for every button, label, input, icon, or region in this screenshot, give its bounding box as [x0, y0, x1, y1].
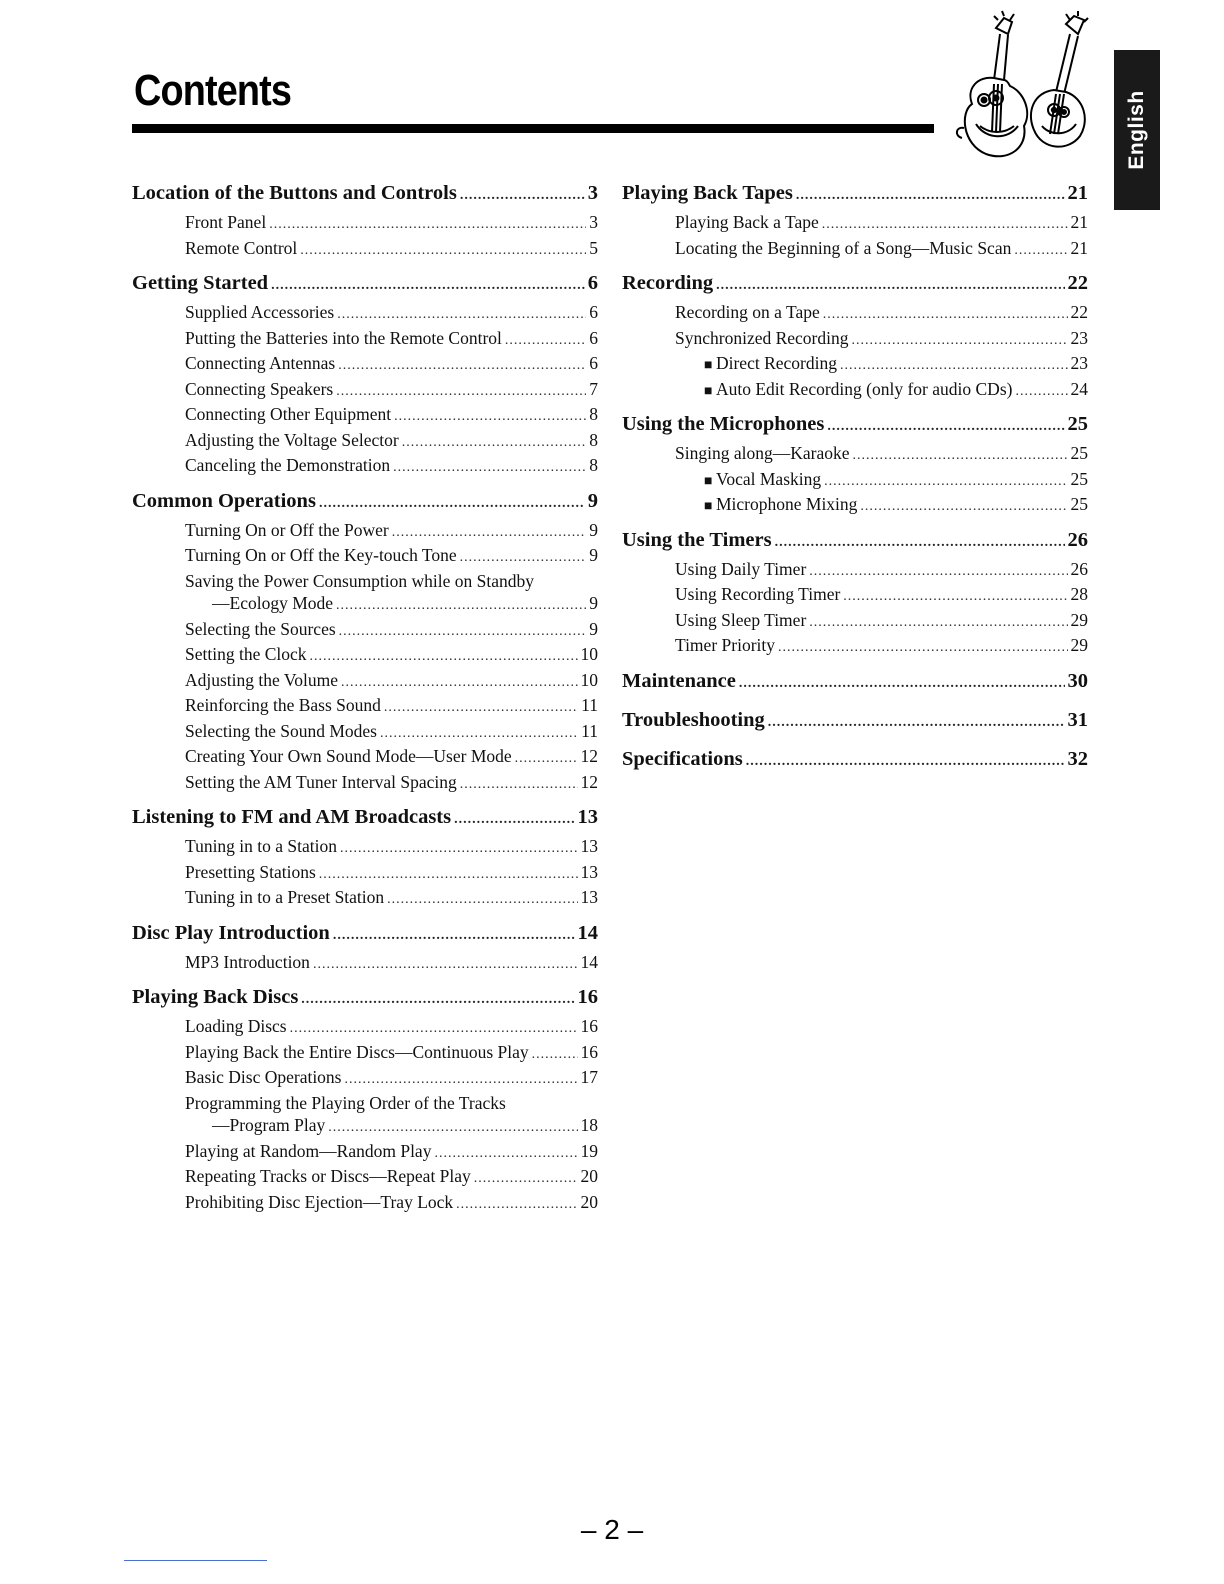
toc-section-title: Troubleshooting [622, 708, 765, 731]
toc-section-title: Using the Timers [622, 528, 772, 551]
toc-page-number: 8 [589, 429, 598, 450]
toc-section-title: Recording [622, 272, 714, 294]
dot-leader [336, 381, 586, 404]
toc-entry [622, 583, 1088, 609]
toc-entry [132, 694, 598, 720]
toc-page-number: 14 [580, 951, 598, 972]
dot-leader [454, 805, 574, 835]
toc-page-number: 29 [1070, 609, 1088, 630]
toc-entry [132, 1066, 598, 1092]
dot-leader [746, 747, 1065, 777]
toc-page-number: 17 [580, 1067, 598, 1087]
toc-entry-title: ■ Auto Edit Recording (only for audio CDs) [704, 378, 1012, 404]
toc-entry-title: ■ Microphone Mixing [704, 493, 857, 519]
toc-entry [132, 301, 598, 327]
toc-page-number: 9 [589, 618, 598, 639]
language-tab [1114, 50, 1160, 210]
dot-leader [809, 561, 1067, 584]
dot-leader [460, 547, 587, 570]
dot-leader [1015, 381, 1067, 404]
toc-page-number: 25 [1070, 494, 1088, 514]
toc-page-number: 13 [580, 861, 598, 882]
toc-entry-title: Creating Your Own Sound Mode—User Mode [185, 746, 512, 766]
toc-entry [132, 861, 598, 887]
page-number: – 2 – [580, 1514, 644, 1545]
toc-page-number: 22 [1067, 272, 1088, 294]
toc-section-title: Getting Started [132, 272, 269, 294]
toc-page-number: 12 [580, 746, 598, 766]
toc-section-entry [622, 705, 1088, 738]
dot-leader [456, 1194, 577, 1217]
toc-section-entry [132, 802, 598, 835]
dot-leader [778, 637, 1068, 660]
dot-leader [1014, 240, 1067, 263]
toc-entry [132, 570, 598, 593]
toc-entry [622, 211, 1088, 237]
toc-page-number: 6 [589, 327, 598, 348]
toc-page-number: 26 [1070, 558, 1088, 579]
toc-page-number: 13 [580, 887, 598, 907]
toc-entry-title: Tuning in to a Preset Station [185, 887, 385, 907]
toc-entry-title: Remote Control [185, 237, 298, 258]
toc-entry-title: Programming the Playing Order of the Tracks [185, 1092, 506, 1113]
dot-leader [341, 672, 578, 695]
toc-entry-title: Turning On or Off the Power [185, 519, 389, 540]
toc-page-number: 16 [580, 1041, 598, 1062]
toc-page-number: 19 [580, 1140, 598, 1161]
dot-leader [515, 748, 578, 771]
toc-page-number: 10 [580, 669, 598, 690]
toc-page-number: 25 [1070, 443, 1088, 463]
toc-entry [132, 378, 598, 404]
toc-entry-title: —Program Play [212, 1115, 326, 1135]
dot-leader [319, 864, 578, 887]
toc-entry [132, 327, 598, 353]
dot-leader [768, 708, 1065, 738]
toc-page-number: 25 [1067, 413, 1088, 435]
toc-entry-title: ■ Direct Recording [704, 352, 837, 378]
toc-section-entry [132, 918, 598, 951]
toc-entry [622, 352, 1088, 378]
toc-section-title: Common Operations [132, 489, 316, 512]
toc-entry [622, 468, 1088, 494]
toc-entry-title: Tuning in to a Station [185, 836, 338, 856]
toc-entry-title: Connecting Antennas [185, 353, 336, 373]
toc-entry-title: Loading Discs [185, 1016, 287, 1036]
toc-entry-title: Prohibiting Disc Ejection—Tray Lock [185, 1191, 454, 1212]
toc-entry-title: Saving the Power Consumption while on Standby [185, 570, 535, 591]
toc-entry-title: Selecting the Sound Modes [185, 720, 377, 741]
toc-section-entry [622, 666, 1088, 699]
toc-page-number: 21 [1067, 182, 1088, 204]
dot-leader [301, 985, 574, 1015]
toc-section-title: Using the Microphones [622, 413, 825, 435]
toc-page-number: 7 [589, 378, 598, 399]
toc-entry [622, 558, 1088, 584]
toc-entry [132, 745, 598, 771]
toc-entry-title: Basic Disc Operations [185, 1067, 342, 1087]
toc-entry-title: Presetting Stations [185, 861, 316, 882]
dot-leader [300, 240, 586, 263]
toc-page-number: 13 [577, 806, 598, 828]
toc-page-number: 31 [1067, 708, 1088, 731]
toc-page-number: 11 [581, 720, 598, 741]
toc-entry-title: Timer Priority [675, 635, 775, 655]
toc-entry-title: Setting the Clock [185, 644, 307, 664]
toc-section-title: Listening to FM and AM Broadcasts [132, 806, 452, 828]
dot-leader [860, 496, 1067, 519]
toc-section-entry [622, 409, 1088, 442]
dot-leader [822, 214, 1068, 237]
toc-entry [132, 720, 598, 746]
toc-entry [132, 1092, 598, 1115]
dot-leader [796, 181, 1065, 211]
toc-page-number: 18 [580, 1115, 598, 1135]
dot-leader [387, 889, 577, 912]
toc-page-number: 8 [589, 455, 598, 475]
toc-section-entry [132, 982, 598, 1015]
toc-entry [132, 1140, 598, 1166]
toc-entry-title: Canceling the Demonstration [185, 455, 391, 475]
toc-entry-title: Selecting the Sources [185, 618, 336, 639]
page-title: Contents [134, 66, 292, 115]
title-rule [132, 124, 934, 133]
dot-leader [843, 586, 1067, 609]
dot-leader [852, 330, 1068, 353]
toc-entry-title: —Ecology Mode [212, 593, 334, 613]
toc-entry [622, 327, 1088, 353]
toc-page-number: 30 [1067, 669, 1088, 692]
dot-leader [474, 1168, 578, 1191]
toc-page-number: 9 [589, 593, 598, 613]
toc-entry-title: MP3 Introduction [185, 951, 310, 972]
toc-page-number: 16 [577, 986, 598, 1008]
toc-page-number: 5 [589, 237, 598, 258]
toc-entry [132, 403, 598, 429]
footer-divider [124, 1560, 267, 1561]
toc-page-number: 21 [1070, 237, 1088, 258]
dot-leader [340, 838, 577, 861]
toc-page-number: 6 [587, 272, 598, 294]
toc-entry [132, 1114, 598, 1140]
dot-leader [337, 304, 586, 327]
toc-entry [132, 429, 598, 455]
toc-page-number: 13 [580, 836, 598, 856]
dot-leader [336, 595, 586, 618]
toc-entry-title: Repeating Tracks or Discs—Repeat Play [185, 1166, 471, 1186]
toc-section-title: Location of the Buttons and Controls [132, 182, 457, 204]
dot-leader [393, 457, 586, 480]
toc-entry [132, 886, 598, 912]
dot-leader [532, 1044, 578, 1067]
dot-leader [290, 1018, 578, 1041]
toc-entry [132, 519, 598, 545]
dot-leader [333, 921, 575, 951]
dot-leader [460, 181, 585, 211]
toc-section-title: Maintenance [622, 669, 736, 692]
toc-section-entry [132, 486, 598, 519]
toc-entry-title: Singing along—Karaoke [675, 443, 850, 463]
toc-section-title: Specifications [622, 747, 743, 770]
toc-entry-title: Front Panel [185, 212, 267, 232]
dot-leader [313, 954, 578, 977]
toc-entry [132, 1191, 598, 1217]
toc-entry [132, 618, 598, 644]
dot-leader [339, 621, 587, 644]
toc-entry [622, 301, 1088, 327]
toc-page-number: 16 [580, 1016, 598, 1036]
toc-page-number: 24 [1070, 378, 1088, 399]
toc-entry [132, 211, 598, 237]
toc-entry [132, 237, 598, 263]
dot-leader [775, 528, 1065, 558]
dot-leader [739, 669, 1065, 699]
dot-leader [460, 774, 578, 797]
toc-entry-title: Reinforcing the Bass Sound [185, 695, 381, 715]
dot-leader [380, 723, 578, 746]
toc-entry [622, 442, 1088, 468]
toc-entry [132, 352, 598, 378]
toc-page-number: 6 [589, 353, 598, 373]
toc-page-number: 25 [1070, 468, 1088, 489]
dot-leader [809, 612, 1067, 635]
toc-page-number: 20 [580, 1191, 598, 1212]
dot-leader [269, 214, 586, 237]
toc-entry [622, 237, 1088, 263]
dot-leader [716, 271, 1064, 301]
dot-leader [338, 355, 586, 378]
toc-entry-title: ■ Vocal Masking [704, 468, 821, 494]
toc-entry [132, 835, 598, 861]
toc-page-number: 11 [581, 695, 598, 715]
toc-page-number: 20 [580, 1166, 598, 1186]
toc-page-number: 3 [587, 182, 598, 204]
toc-entry [132, 544, 598, 570]
toc-page-number: 29 [1070, 635, 1088, 655]
dot-leader [394, 406, 586, 429]
toc-entry [132, 951, 598, 977]
toc-page-number: 23 [1070, 327, 1088, 348]
toc-section-entry [132, 178, 598, 211]
dot-leader [384, 697, 578, 720]
toc-section-entry [132, 268, 598, 301]
toc-entry-title: Using Sleep Timer [675, 609, 807, 630]
toc-entry-title: Synchronized Recording [675, 327, 849, 348]
toc-page-number: 21 [1070, 212, 1088, 232]
toc-section-title: Playing Back Tapes [622, 182, 793, 204]
toc-page-number: 10 [580, 644, 598, 664]
toc-page-number: 32 [1067, 747, 1088, 770]
dot-leader [328, 1117, 577, 1140]
toc-section-entry [622, 178, 1088, 211]
toc-entry [132, 592, 598, 618]
dot-leader [271, 271, 585, 301]
dot-leader [345, 1069, 578, 1092]
toc-entry [622, 378, 1088, 404]
toc-entry [132, 1041, 598, 1067]
toc-page-number: 14 [577, 921, 598, 944]
toc-page-number: 26 [1067, 528, 1088, 551]
toc-page-number: 23 [1070, 353, 1088, 373]
toc-page-number: 28 [1070, 584, 1088, 604]
toc-entry [132, 1165, 598, 1191]
dot-leader [434, 1143, 577, 1166]
toc-entry [132, 669, 598, 695]
toc-entry [132, 1015, 598, 1041]
toc-entry-title: Setting the AM Tuner Interval Spacing [185, 771, 457, 792]
toc-section-title: Disc Play Introduction [132, 921, 330, 944]
toc-entry-title: Adjusting the Volume [185, 669, 338, 690]
toc-page-number: 12 [580, 771, 598, 792]
toc-section-entry [622, 525, 1088, 558]
toc-page-number: 9 [589, 519, 598, 540]
toc-page-number: 9 [589, 545, 598, 565]
toc-entry-title: Using Recording Timer [675, 584, 841, 604]
toc-entry-title: Supplied Accessories [185, 302, 335, 322]
toc-entry [622, 493, 1088, 519]
toc-entry-title: Turning On or Off the Key-touch Tone [185, 545, 457, 565]
toc-entry-title: Connecting Speakers [185, 378, 334, 399]
dot-leader [827, 412, 1064, 442]
dot-leader [505, 330, 586, 353]
dot-leader [824, 471, 1067, 494]
toc-entry-title: Adjusting the Voltage Selector [185, 429, 399, 450]
toc-entry-title: Playing Back the Entire Discs—Continuous Play [185, 1041, 529, 1062]
language-tab-label: English [1125, 90, 1148, 170]
toc-entry-title: Playing at Random—Random Play [185, 1140, 432, 1161]
toc-page-number: 22 [1070, 302, 1088, 322]
toc-page-number: 8 [589, 404, 598, 424]
dot-leader [310, 646, 578, 669]
dot-leader [319, 489, 585, 519]
guitar-mascot-illustration [938, 8, 1098, 168]
toc-section-entry [622, 268, 1088, 301]
toc-section-entry [622, 744, 1088, 777]
toc-entry-title: Connecting Other Equipment [185, 404, 392, 424]
toc-entry [622, 634, 1088, 660]
dot-leader [852, 445, 1067, 468]
toc-page-number: 9 [587, 489, 598, 512]
toc-entry-title: Locating the Beginning of a Song—Music Scan [675, 237, 1012, 258]
toc-page-number: 6 [589, 302, 598, 322]
dot-leader [392, 522, 587, 545]
toc-entry-title: Putting the Batteries into the Remote Control [185, 327, 502, 348]
toc-entry-title: Using Daily Timer [675, 558, 807, 579]
toc-right-column [622, 178, 1088, 777]
toc-left-column [132, 178, 598, 1216]
toc-entry [622, 609, 1088, 635]
toc-entry [132, 643, 598, 669]
toc-entry [132, 454, 598, 480]
toc-entry-title: Recording on a Tape [675, 302, 820, 322]
dot-leader [823, 304, 1068, 327]
toc-page-number: 3 [589, 212, 598, 232]
toc-entry-title: Playing Back a Tape [675, 212, 819, 232]
dot-leader [840, 355, 1068, 378]
toc-entry [132, 771, 598, 797]
dot-leader [402, 432, 587, 455]
toc-section-title: Playing Back Discs [132, 986, 299, 1008]
